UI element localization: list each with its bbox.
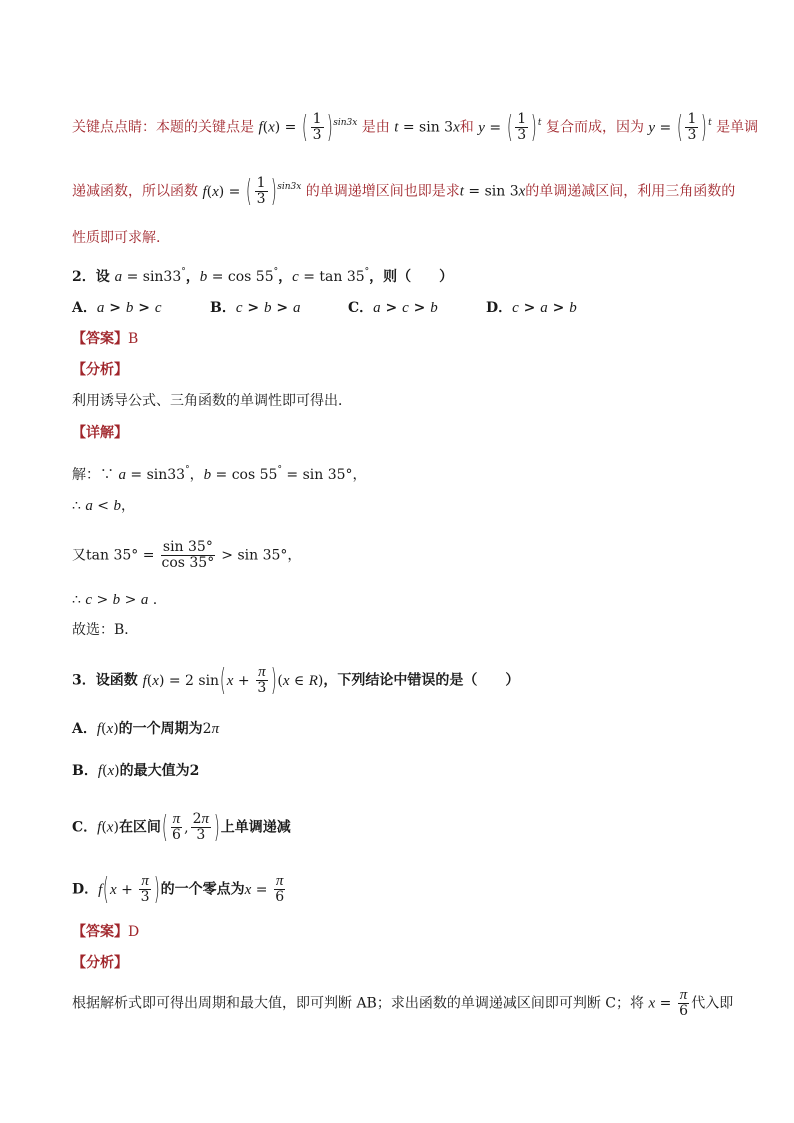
keypoint-text: 的单调递增区间也即是求 (305, 183, 460, 200)
answer-label: 【答案】 (72, 924, 128, 940)
q3-option-c-text: 在区间 (118, 819, 161, 836)
q3-option-b-text: 的最大值为2 (119, 763, 200, 779)
keypoint-text: 复合而成，因为 (545, 119, 644, 136)
q3-analysis-text-b: 代入即 (691, 995, 734, 1012)
keypoint-text: 是单调 (716, 119, 759, 136)
q3-analysis-label: 【分析】 (72, 955, 128, 971)
q3-option-b[interactable]: B．f(x)的最大值为2 (72, 763, 200, 779)
q3-option-c-text-2: 上单调递减 (220, 819, 291, 836)
question-3-stem: 3．设函数 f(x) = 2 sin(x + $\frac{\pi}{3}$ )(x ∈ R)，下列结论中错误的是（ ） (72, 662, 520, 698)
q3-stem-prefix: 3．设函数 (72, 672, 138, 689)
keypoint-text: 递减函数，所以函数 (72, 183, 198, 200)
keypoint-text: 的单调递减区间，利用三角函数的 (525, 183, 736, 200)
q2-option-b[interactable]: B．c > b > a (210, 300, 301, 316)
keypoint-label: 关键点点睛： (72, 119, 156, 136)
q2-stem-prefix: 2．设 (72, 269, 110, 285)
answer-label: 【答案】 (72, 331, 128, 347)
q2-analysis-text: 利用诱导公式、三角函数的单调性即可得出． (72, 393, 352, 409)
q2-stem-suffix: ，则（ ） (369, 269, 454, 285)
q3-option-d[interactable]: D．f(x + $\frac{\pi}{3}$ )的一个零点为x = $\frac{\pi}{6}$ (72, 871, 285, 907)
q2-option-c[interactable]: C．a > c > b (348, 300, 438, 316)
q2-solution-line-4: ∴ c > b > a . (72, 592, 158, 608)
q3-analysis-text-a: 根据解析式即可得出周期和最大值，即可判断 AB；求出函数的单调递减区间即可判断 C；将 (72, 995, 645, 1012)
q2-conclusion: 故选：B． (72, 622, 139, 638)
question-2-stem: 2．设 a = sin33°，b = cos 55°，c = tan 35°，则（ ） (72, 267, 454, 285)
math-fx: f (258, 119, 263, 136)
keypoint-line-3: 性质即可求解. (72, 230, 161, 246)
q2-solution-line-2: ∴ a < b， (72, 498, 135, 514)
q3-answer (72, 922, 139, 942)
q2-solution-line-1: 解：∵ a = sin33°，b = cos 55° = sin 35°， (72, 465, 367, 483)
keypoint-text: 和 (459, 119, 474, 136)
q2-option-d[interactable]: D．c > a > b (486, 300, 577, 316)
q2-option-a[interactable]: A．a > b > c (72, 300, 162, 316)
keypoint-text: 本题的关键点是 (156, 119, 254, 136)
q2-answer (72, 329, 138, 349)
keypoint-line-1: 关键点点睛：本题的关键点是 f(x) = ( $\frac{1}{3}$ )$^{sin3x}$ 是由 t = sin 3x和 y = ( $\frac{1}{3}$ )$^t$ 复合而成，因为 y = ( $\frac{1}{3}$ )$^t$ 是单调 (72, 109, 759, 145)
q3-option-c[interactable]: C．f(x)在区间( $\frac{\pi}{6}$ , $\frac{2\pi}{3}$ )上单调递减 (72, 809, 291, 845)
q3-analysis-text: 根据解析式即可得出周期和最大值，即可判断 AB；求出函数的单调递减区间即可判断 C；将 x = $\frac{\pi}{6}$ 代入即 (72, 987, 734, 1019)
q3-option-a[interactable]: A．f(x)的一个周期为2π (72, 721, 220, 737)
q3-option-d-text: 的一个零点为 (160, 881, 245, 898)
q3-stem-suffix: ，下列结论中错误的是（ ） (323, 672, 520, 689)
again-word: 又 (72, 547, 86, 564)
keypoint-line-2: 递减函数，所以函数 f(x) = ( $\frac{1}{3}$ )$^{sin3x}$ 的单调递增区间也即是求t = sin 3x的单调递减区间，利用三角函数的 (72, 173, 736, 209)
q3-option-a-text: 的一个周期为 (118, 721, 203, 737)
answer-value: D (128, 924, 140, 940)
q2-detail-label: 【详解】 (72, 425, 128, 441)
q2-analysis-label: 【分析】 (72, 362, 128, 378)
q2-solution-line-3: 又tan 35° = $\frac{\sin 35^\circ}{\cos 35^\circ}$ > sin 35°， (72, 539, 302, 571)
answer-value: B (128, 331, 139, 347)
solution-prefix: 解： (72, 467, 100, 483)
keypoint-text: 是由 (361, 119, 390, 136)
